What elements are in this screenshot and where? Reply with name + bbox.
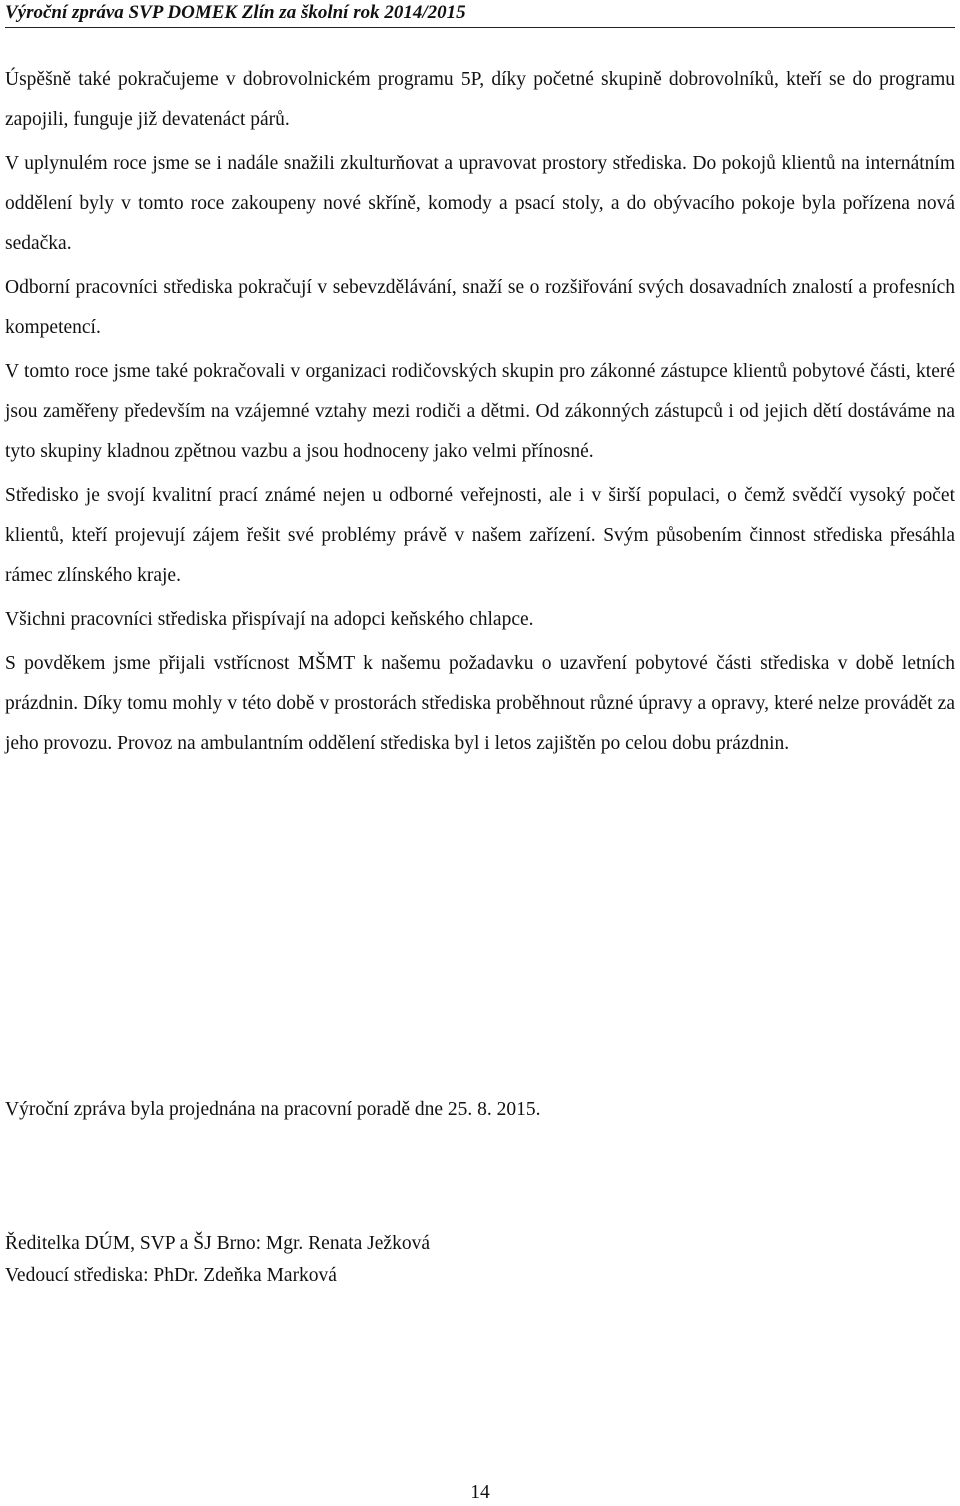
signature-director: Ředitelka DÚM, SVP a ŠJ Brno: Mgr. Renata Ježková [5, 1233, 430, 1254]
document-body [5, 60, 955, 764]
paragraph-staff-education: Odborní pracovníci střediska pokračují v sebevzdělávání, snaží se o rozšiřování svých dosavadních znalostí a profesních kompetencí. [5, 277, 955, 338]
paragraph-adoption: Všichni pracovníci střediska přispívají na adopci keňského chlapce. [5, 609, 534, 630]
header-title: Výroční zpráva SVP DOMEK Zlín za školní rok 2014/2015 [5, 2, 466, 23]
approval-note: Výroční zpráva byla projednána na pracovní poradě dne 25. 8. 2015. [5, 1099, 541, 1120]
signature-block [5, 1228, 430, 1292]
paragraph-parent-groups: V tomto roce jsme také pokračovali v organizaci rodičovských skupin pro zákonné zástupce klientů pobytové části, které jsou zaměřeny především na vzájemné vztahy mezi rodiči a dětmi. Od zákonných zástupců i od jejich dětí dostáváme na tyto skupiny kladnou zpětnou vazbu a jsou hodnoceny jako velmi přínosné. [5, 361, 955, 462]
paragraph-volunteer-program: Úspěšně také pokračujeme v dobrovolnickém programu 5P, díky početné skupině dobrovolníků, kteří se do programu zapojili, funguje již devatenáct párů. [5, 69, 955, 130]
page-header [5, 0, 955, 28]
page-number: 14 [470, 1482, 490, 1503]
signature-head: Vedoucí střediska: PhDr. Zdeňka Marková [5, 1265, 337, 1286]
paragraph-reputation: Středisko je svojí kvalitní prací známé nejen u odborné veřejnosti, ale i v širší populaci, o čemž svědčí vysoký počet klientů, kteří projevují zájem řešit své problémy právě v našem zařízení. Svým působením činnost střediska přesáhla rámec zlínského kraje. [5, 485, 955, 586]
paragraph-premises-improvement: V uplynulém roce jsme se i nadále snažili zkulturňovat a upravovat prostory střediska. Do pokojů klientů na internátním oddělení byly v tomto roce zakoupeny nové skříně, komody a psací stoly, a do obývacího pokoje byla pořízena nová sedačka. [5, 153, 955, 254]
paragraph-summer-closure: S povděkem jsme přijali vstřícnost MŠMT k našemu požadavku o uzavření pobytové části střediska v době letních prázdnin. Díky tomu mohly v této době v prostorách střediska proběhnout různé úpravy a opravy, které nelze provádět za jeho provozu. Provoz na ambulantním oddělení střediska byl i letos zajištěn po celou dobu prázdnin. [5, 653, 955, 754]
